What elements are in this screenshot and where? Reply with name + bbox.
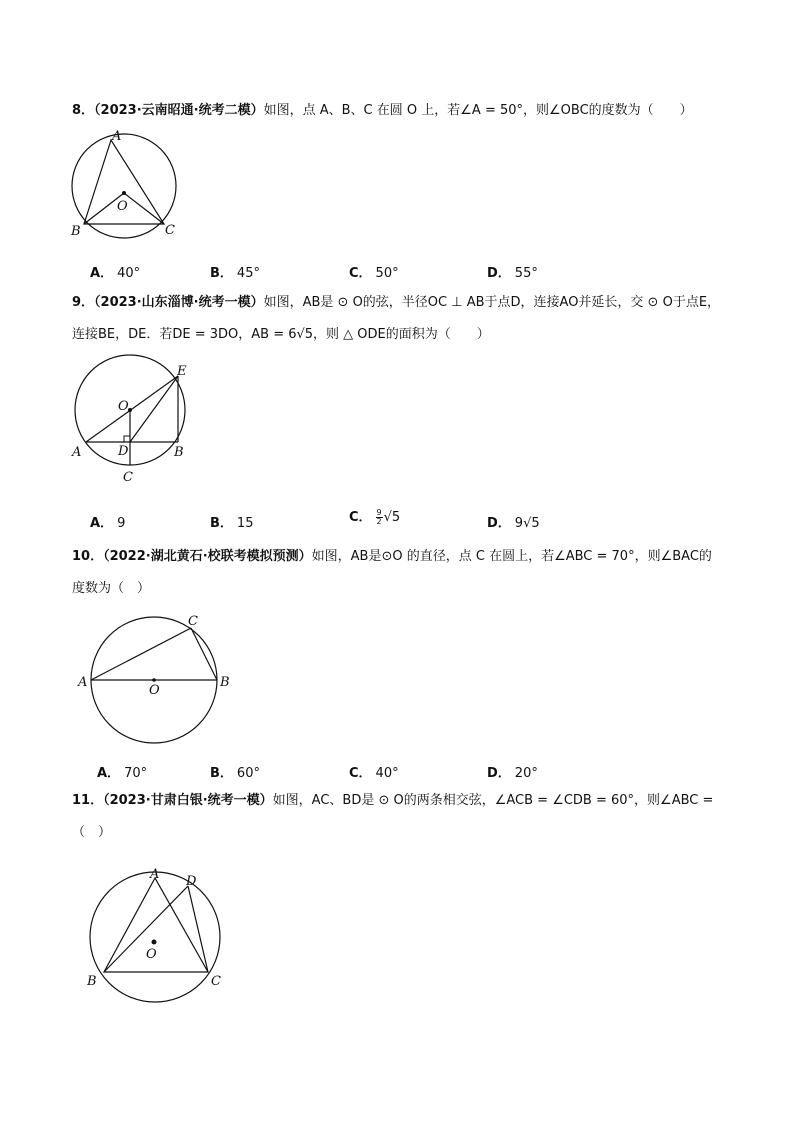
q10-label-b: B: [220, 675, 230, 690]
q10-option-d-text: 20°: [514, 766, 538, 781]
question-9-source: （2023·山东淄博·统考一模）: [94, 295, 264, 310]
q10-option-a-key: A．: [97, 766, 121, 781]
q10-option-c-key: C．: [349, 766, 372, 781]
q8-label-a: A: [112, 129, 122, 144]
q10-label-c: C: [188, 614, 198, 629]
question-9-number: 9．: [72, 295, 95, 310]
question-8-source: （2023·云南昭通·统考二模）: [94, 103, 264, 118]
q8-option-c-key: C．: [349, 266, 372, 281]
q11-label-d: D: [186, 874, 197, 889]
question-10-text-2: 度数为（ ）: [72, 581, 151, 596]
q9-label-a: A: [72, 445, 82, 460]
q11-label-a: A: [150, 867, 160, 882]
q9-option-a-text: 9: [117, 516, 126, 531]
q9-option-c-text: √5: [383, 510, 401, 525]
q9-label-o: O: [118, 399, 129, 414]
q9-option-c-frac-den: 2: [376, 517, 382, 526]
q8-option-d-key: D．: [487, 266, 511, 281]
q8-option-b-key: B．: [210, 266, 233, 281]
q9-label-d: D: [118, 444, 129, 459]
q10-option-a-text: 70°: [124, 766, 148, 781]
question-11-text-1: 如图，AC、BD是 ⊙ O的两条相交弦，∠ACB = ∠CDB = 60°，则∠ABC =: [272, 793, 714, 808]
question-10-text-1: 如图，AB是⊙O 的直径，点 C 在圆上，若∠ABC = 70°，则∠BAC的: [311, 549, 712, 564]
q9-label-c: C: [123, 470, 133, 485]
q9-option-c-key: C．: [349, 510, 372, 525]
q8-option-b-text: 45°: [236, 266, 260, 281]
q10-label-a: A: [78, 675, 88, 690]
question-11-source: （2023·甘肃白银·统考一模）: [103, 793, 273, 808]
q11-label-o: O: [146, 947, 157, 962]
q10-label-o: O: [149, 683, 160, 698]
q8-label-o: O: [117, 199, 128, 214]
q9-option-b-text: 15: [236, 516, 254, 531]
q11-label-c: C: [211, 974, 221, 989]
q9-option-b-key: B．: [210, 516, 233, 531]
question-8-text: 如图，点 A、B、C 在圆 O 上，若∠A = 50°，则∠OBC的度数为（ ）: [263, 103, 693, 118]
question-10-source: （2022·湖北黄石·校联考模拟预测）: [103, 549, 312, 564]
q9-label-e: E: [177, 364, 187, 379]
question-11-number: 11．: [72, 793, 104, 808]
q9-option-d-key: D．: [487, 516, 511, 531]
q11-label-b: B: [87, 974, 97, 989]
q10-option-b-text: 60°: [236, 766, 260, 781]
q8-label-b: B: [71, 224, 81, 239]
q11-segment-dc: [188, 886, 208, 972]
q10-option-d-key: D．: [487, 766, 511, 781]
q10-option-b-key: B．: [210, 766, 233, 781]
question-9-text-2: 连接BE，DE．若DE = 3DO，AB = 6√5，则 △ ODE的面积为（ ）: [72, 327, 490, 342]
question-11-text-2: （ ）: [72, 825, 112, 840]
q9-option-a-key: A．: [90, 516, 114, 531]
q8-option-a-key: A．: [90, 266, 114, 281]
q8-option-c-text: 50°: [375, 266, 399, 281]
question-8-number: 8．: [72, 103, 95, 118]
question-10-number: 10．: [72, 549, 104, 564]
question-9-text-1: 如图，AB是 ⊙ O的弦，半径OC ⊥ AB于点D，连接AO并延长，交 ⊙ O于点E，: [263, 295, 721, 310]
q9-option-d-text: 9√5: [514, 516, 540, 531]
q8-option-a-text: 40°: [117, 266, 141, 281]
q11-circle: [90, 872, 220, 1002]
q9-label-b: B: [174, 445, 184, 460]
q11-center-dot: [152, 940, 157, 945]
q9-option-c-frac-num: 9: [376, 508, 382, 517]
q10-option-c-text: 40°: [375, 766, 399, 781]
q8-label-c: C: [165, 223, 175, 238]
q8-option-d-text: 55°: [514, 266, 538, 281]
